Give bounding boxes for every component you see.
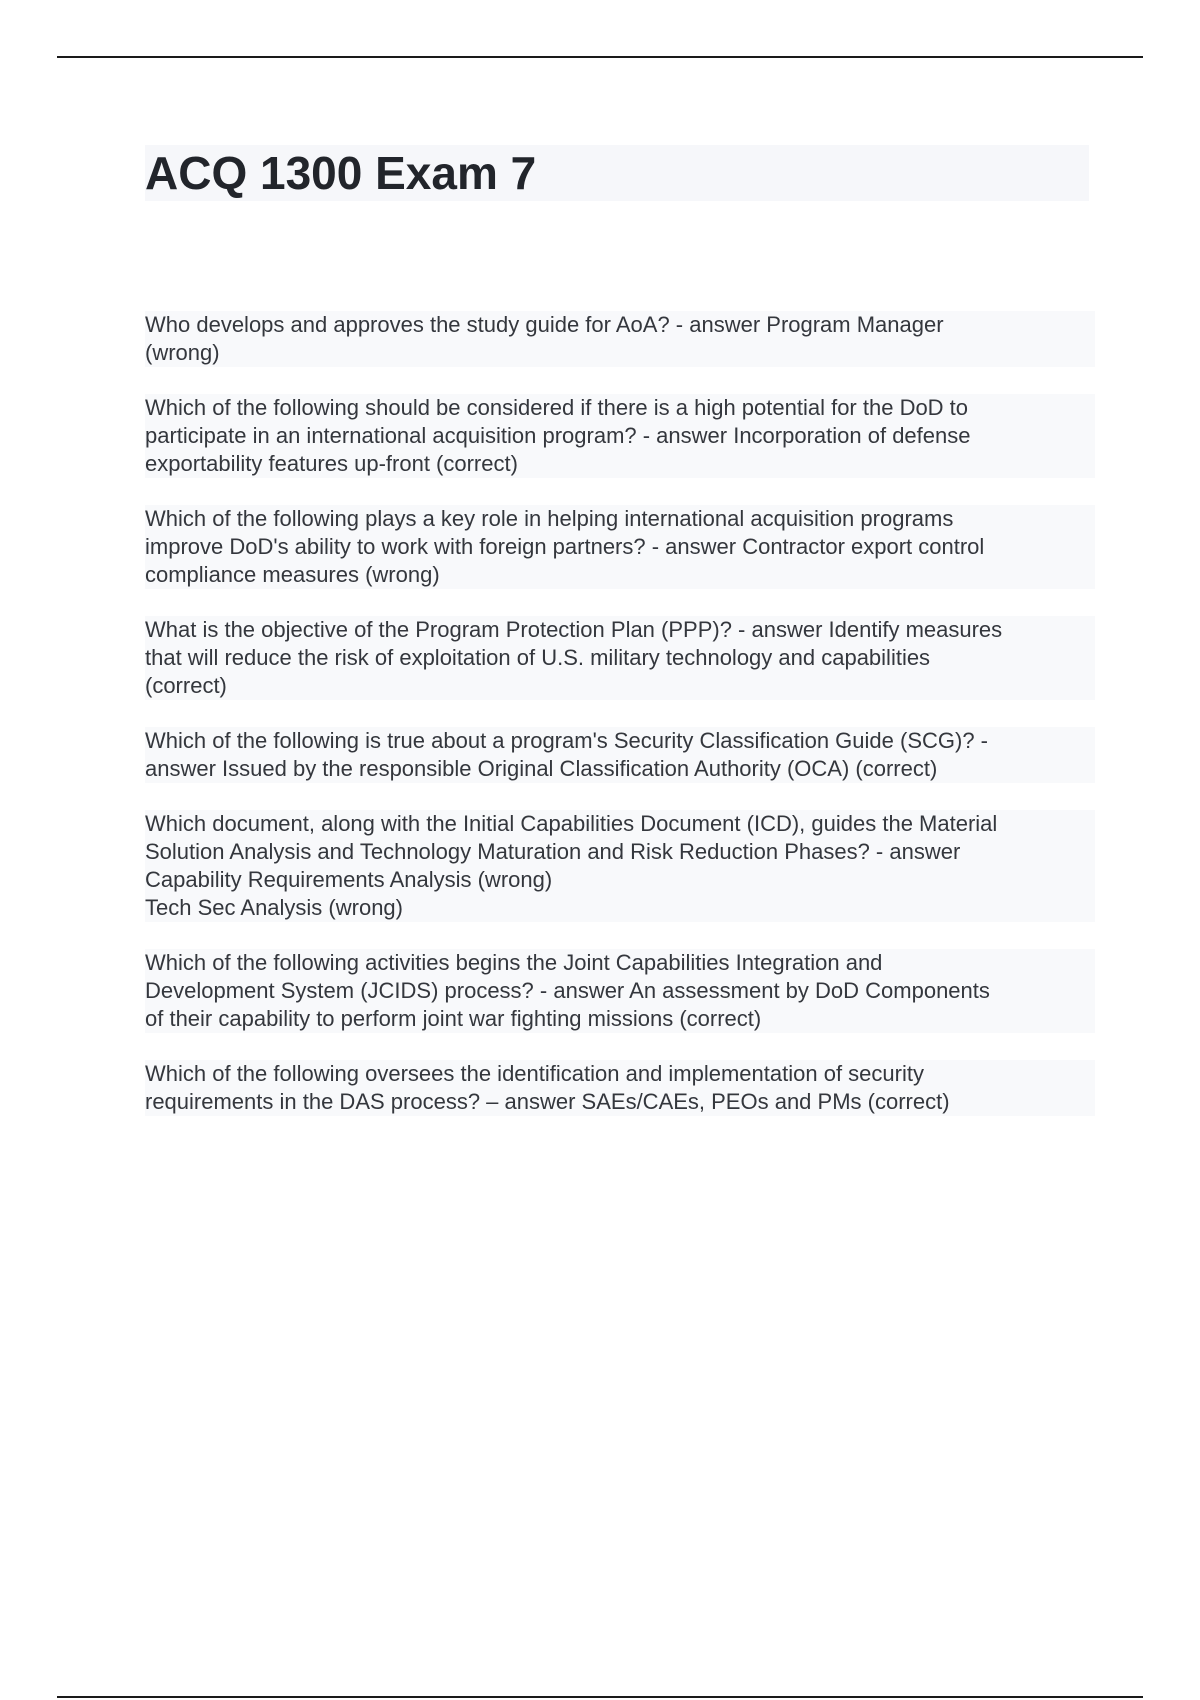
- qa-line: that will reduce the risk of exploitation of U.S. military technology and capabilities: [145, 645, 931, 670]
- qa-line: What is the objective of the Program Protection Plan (PPP)? - answer Identify measures: [145, 617, 1003, 642]
- qa-item-8: [145, 1060, 1095, 1116]
- qa-line: (wrong): [145, 340, 220, 365]
- top-rule: [57, 56, 1143, 58]
- qa-line: Who develops and approves the study guide for AoA? - answer Program Manager: [145, 312, 944, 337]
- bottom-rule: [57, 1696, 1143, 1698]
- qa-item-2: [145, 394, 1095, 478]
- qa-line: Which of the following is true about a program's Security Classification Guide (SCG)? -: [145, 728, 988, 753]
- qa-line: Which of the following oversees the identification and implementation of security: [145, 1061, 924, 1086]
- qa-line: Solution Analysis and Technology Maturation and Risk Reduction Phases? - answer: [145, 839, 961, 864]
- qa-line: Tech Sec Analysis (wrong): [145, 895, 403, 920]
- document-title: ACQ 1300 Exam 7: [145, 147, 537, 199]
- qa-line: compliance measures (wrong): [145, 562, 440, 587]
- qa-line: Capability Requirements Analysis (wrong): [145, 867, 553, 892]
- qa-item-3: [145, 505, 1095, 589]
- qa-list: [145, 311, 1095, 1143]
- qa-line: of their capability to perform joint war fighting missions (correct): [145, 1006, 762, 1031]
- qa-line: (correct): [145, 673, 227, 698]
- qa-line: Which document, along with the Initial Capabilities Document (ICD), guides the Material: [145, 811, 998, 836]
- qa-line: requirements in the DAS process? – answer SAEs/CAEs, PEOs and PMs (correct): [145, 1089, 950, 1114]
- qa-line: Which of the following should be considered if there is a high potential for the DoD to: [145, 395, 969, 420]
- qa-item-1: [145, 311, 1095, 367]
- qa-line: answer Issued by the responsible Original Classification Authority (OCA) (correct): [145, 756, 938, 781]
- qa-item-4: [145, 616, 1095, 700]
- qa-line: Which of the following plays a key role in helping international acquisition programs: [145, 506, 954, 531]
- qa-line: Development System (JCIDS) process? - answer An assessment by DoD Components: [145, 978, 990, 1003]
- qa-line: improve DoD's ability to work with foreign partners? - answer Contractor export control: [145, 534, 985, 559]
- qa-line: Which of the following activities begins the Joint Capabilities Integration and: [145, 950, 883, 975]
- qa-item-6: [145, 810, 1095, 922]
- qa-line: exportability features up-front (correct): [145, 451, 518, 476]
- qa-item-5: [145, 727, 1095, 783]
- qa-line: participate in an international acquisition program? - answer Incorporation of defense: [145, 423, 971, 448]
- qa-item-7: [145, 949, 1095, 1033]
